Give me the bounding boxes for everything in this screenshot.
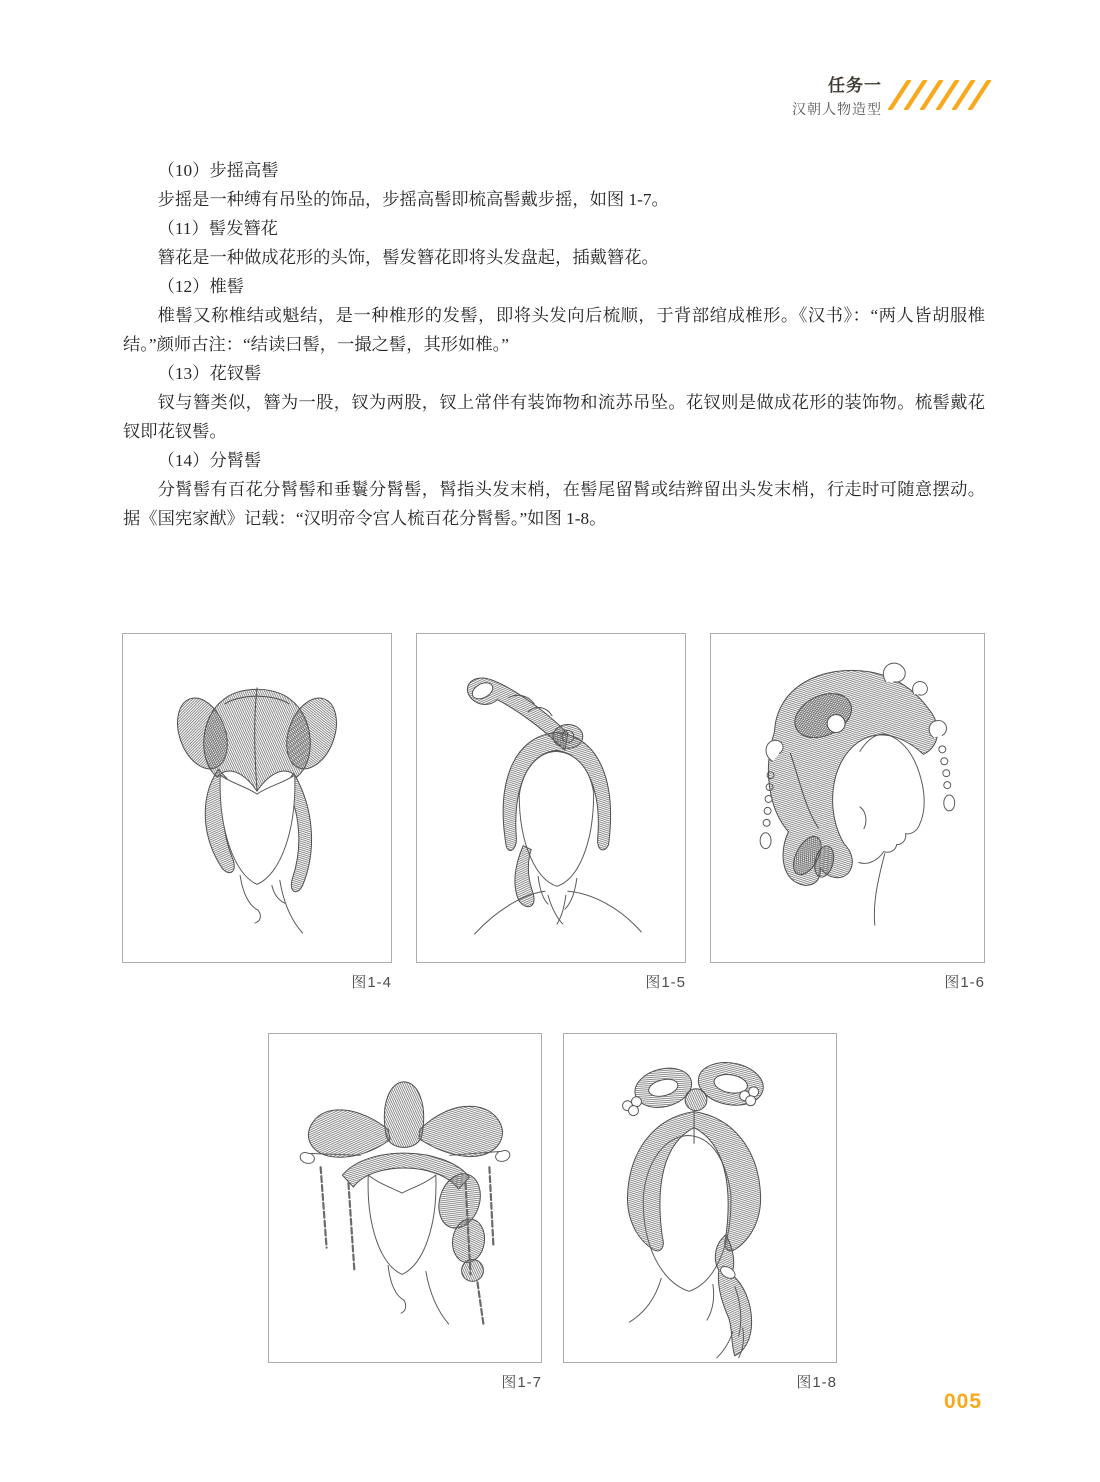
figure-panel-1-7: [268, 1033, 542, 1363]
figure-caption: 图1-4: [351, 974, 392, 991]
paragraph-13: 钗与簪类似，簪为一股，钗为两股，钗上常伴有装饰物和流苏吊坠。花钗则是做成花形的装饰物。梳髻戴花钗即花钗髻。: [123, 393, 985, 441]
figure-panel-1-8: [563, 1033, 837, 1363]
hairstyle-illustration-1-7: [269, 1034, 541, 1362]
figure-panel-1-4: [122, 633, 392, 963]
figure-caption: 图1-7: [501, 1374, 542, 1391]
heading-10: （10）步摇高髻: [157, 161, 279, 180]
paragraph-14: 分髾髻有百花分髾髻和垂鬟分髾髻，髾指头发末梢，在髻尾留髾或结辫留出头发末梢，行走时可随意摆动。据《国宪家猷》记载：“汉明帝令宫人梳百花分髾髻。”如图 1-8。: [123, 480, 985, 528]
task-label: 任务一: [828, 76, 882, 95]
body-text: [123, 156, 985, 533]
paragraph-10: 步摇是一种缚有吊坠的饰品，步摇高髻即梳高髻戴步摇，如图 1-7。: [157, 190, 669, 209]
paragraph-11: 簪花是一种做成花形的头饰，髻发簪花即将头发盘起，插戴簪花。: [157, 248, 659, 267]
hairstyle-illustration-1-5: [417, 634, 685, 962]
task-title: 汉朝人物造型: [792, 101, 882, 118]
figure-panel-1-5: [416, 633, 686, 963]
heading-13: （13）花钗髻: [157, 364, 262, 383]
figure-caption: 图1-8: [796, 1374, 837, 1391]
hairstyle-illustration-1-8: [564, 1034, 836, 1362]
heading-14: （14）分髾髻: [157, 451, 262, 470]
hairstyle-illustration-1-4: [123, 634, 391, 962]
figure-panel-1-6: [710, 633, 985, 963]
figure-caption: 图1-6: [944, 974, 985, 991]
heading-12: （12）椎髻: [157, 277, 245, 296]
page-number: 005: [944, 1390, 983, 1413]
paragraph-12: 椎髻又称椎结或魁结，是一种椎形的发髻，即将头发向后梳顺，于背部绾成椎形。《汉书》：“两人皆胡服椎结。”颜师古注：“结读曰髻，一撮之髻，其形如椎。”: [123, 306, 985, 354]
figure-caption: 图1-5: [645, 974, 686, 991]
heading-11: （11）髻发簪花: [157, 219, 278, 238]
slash-decoration-icon: [897, 80, 993, 110]
page-header: [650, 76, 882, 118]
hairstyle-illustration-1-6: [711, 634, 984, 962]
